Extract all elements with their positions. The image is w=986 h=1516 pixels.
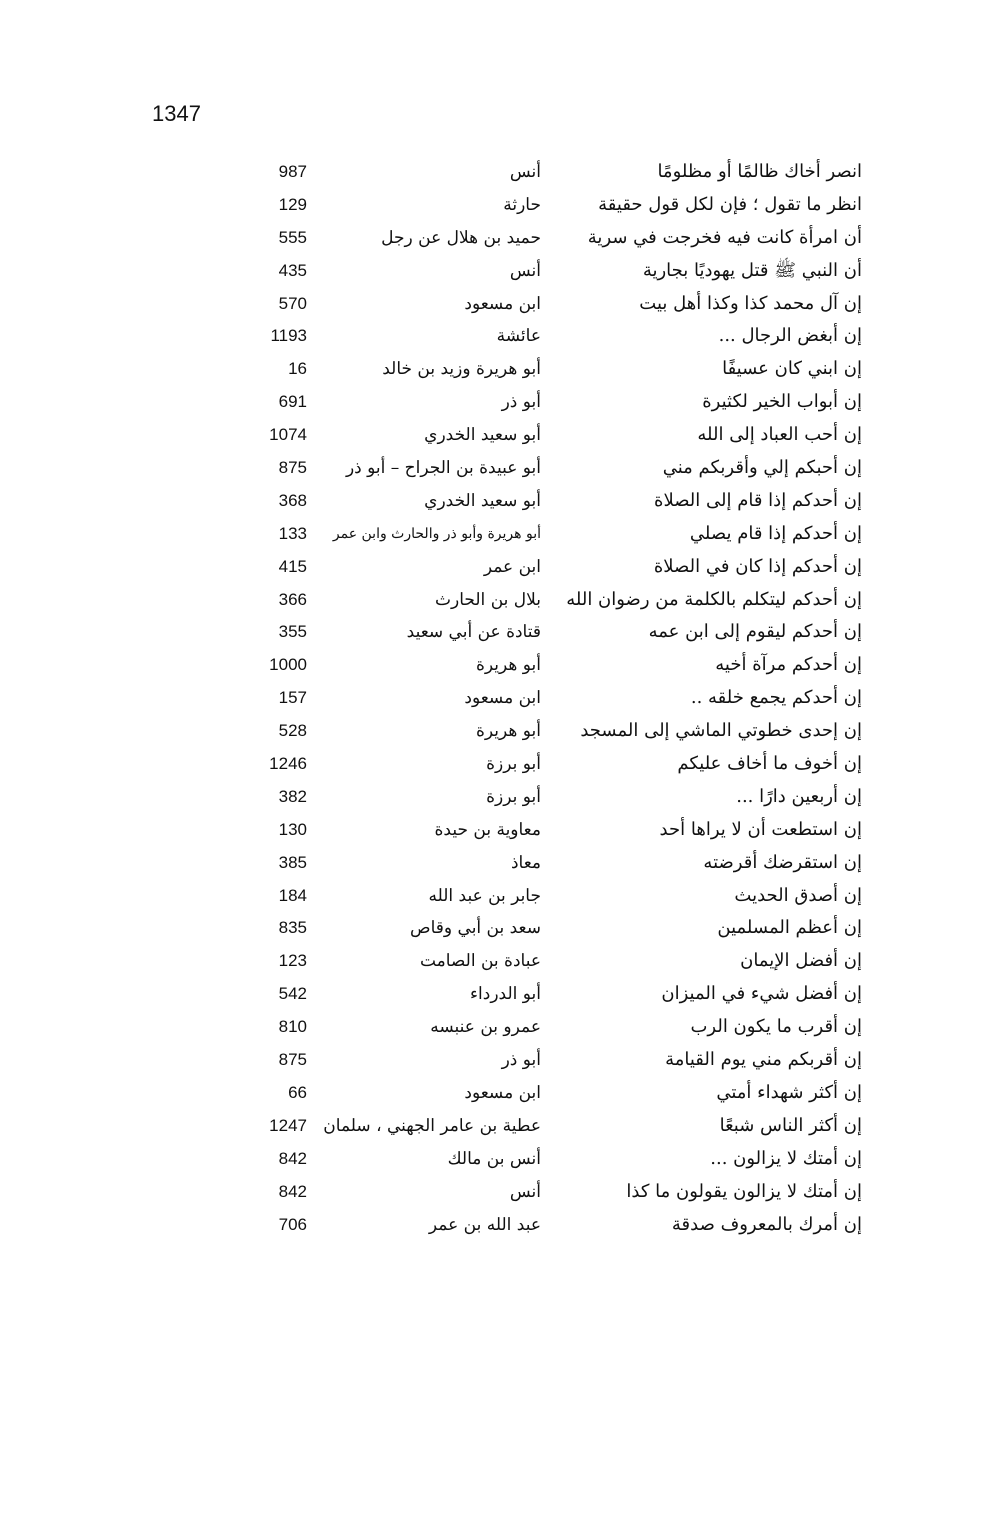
hadith-text: أن امرأة كانت فيه فخرجت في سرية [587,226,862,248]
index-row [250,1044,862,1077]
narrator-name: بلال بن الحارث [435,589,541,610]
hadith-text: إن أحدكم مرآة أخيه [715,654,862,676]
narrator-name: قتادة عن أبي سعيد [406,622,541,643]
reference-number: 385 [278,852,307,872]
narrator-name: عائشة [496,326,541,347]
narrator-name: سعد بن أبي وقاص [410,918,541,939]
hadith-text: إن أعظم المسلمين [717,917,862,939]
index-row [250,386,862,419]
hadith-text: إن أبغض الرجال ... [718,325,862,347]
narrator-name: ابن مسعود [464,293,541,314]
hadith-text: إن أفضل الإيمان [740,950,862,972]
index-row [250,1176,862,1209]
index-row [250,156,862,189]
hadith-text: إن أحدكم يجمع خلقه .. [690,687,862,709]
reference-number: 528 [278,721,307,741]
narrator-name: عبادة بن الصامت [419,951,541,972]
index-row [250,715,862,748]
narrator-name: أبو ذر [501,1050,541,1071]
index-row [250,649,862,682]
hadith-text: إن استطعت أن لا يراها أحد [659,818,862,840]
hadith-text: إن أصدق الحديث [734,884,862,906]
narrator-name: حارثة [503,194,541,215]
index-row [250,255,862,288]
narrator-name: جابر بن عبد الله [428,885,541,906]
narrator-name: عطية بن عامر الجهني ، سلمان [323,1115,541,1136]
reference-number: 1246 [269,754,307,774]
narrator-name: معاذ [510,852,541,873]
hadith-text: إن أمرك بالمعروف صدقة [671,1213,862,1235]
hadith-text: إن أبواب الخير لكثيرة [702,391,862,413]
reference-number: 368 [278,490,307,510]
index-row [250,485,862,518]
reference-number: 1247 [269,1115,307,1135]
narrator-name: ابن عمر [483,556,541,577]
reference-number: 157 [278,688,307,708]
narrator-name: أبو برزة [486,754,541,775]
narrator-name: أنس بن مالك [447,1148,541,1169]
index-row [250,978,862,1011]
reference-number: 129 [278,194,307,214]
narrator-name: ابن مسعود [464,1082,541,1103]
narrator-name: معاوية بن حيدة [434,819,541,840]
narrator-name: أبو سعيد الخدري [424,490,541,511]
index-row [250,748,862,781]
index-row [250,1209,862,1242]
reference-number: 987 [278,162,307,181]
reference-number: 415 [278,556,307,576]
index-row [250,1143,862,1176]
hadith-text: إن استقرضك أقرضته [703,851,862,873]
reference-number: 16 [288,359,307,379]
hadith-text: إن أحدكم ليقوم إلى ابن عمه [648,621,862,643]
narrator-name: أبو عبيدة بن الجراح – أبو ذر [345,458,541,479]
index-row [250,518,862,551]
narrator-name: أبو برزة [486,786,541,807]
reference-number: 875 [278,458,307,478]
reference-number: 133 [278,523,307,543]
index-row [250,847,862,880]
reference-number: 184 [278,885,307,905]
index-row [250,912,862,945]
hadith-index-table [250,156,862,1241]
hadith-text: انظر ما تقول ؛ فإن لكل قول حقيقة [598,193,862,215]
hadith-text: إن ابني كان عسيفًا [722,358,862,380]
reference-number: 435 [278,260,307,280]
index-row [250,880,862,913]
hadith-text: إن أحدكم ليتكلم بالكلمة من رضوان الله [566,588,862,610]
narrator-name: أبو هريرة [475,721,541,742]
index-row [250,288,862,321]
index-row [250,781,862,814]
reference-number: 1000 [269,655,307,675]
reference-number: 382 [278,786,307,806]
index-row [250,222,862,255]
hadith-text: إن إحدى خطوتي الماشي إلى المسجد [580,720,862,742]
narrator-name: أبو هريرة [475,655,541,676]
hadith-text: إن أكثر شهداء أمتي [716,1081,862,1103]
narrator-name: أبو ذر [501,392,541,413]
hadith-text: انصر أخاك ظالمًا أو مظلومًا [657,161,862,182]
reference-number: 691 [278,392,307,412]
reference-number: 355 [278,622,307,642]
index-row [250,945,862,978]
narrator-name: أبو سعيد الخدري [424,425,541,446]
index-row [250,814,862,847]
narrator-name: أنس [509,260,541,281]
index-row [250,189,862,222]
hadith-text: إن أمتك لا يزالون ... [710,1147,862,1169]
reference-number: 842 [278,1181,307,1201]
index-row [250,419,862,452]
index-row [250,320,862,353]
reference-number: 875 [278,1050,307,1070]
narrator-name: أبو الدرداء [470,984,541,1005]
narrator-name: أبو هريرة وزيد بن خالد [382,359,541,380]
reference-number: 842 [278,1148,307,1168]
hadith-text: إن أكثر الناس شبعًا [719,1114,862,1136]
narrator-name: عمرو بن عنبسه [430,1017,541,1038]
reference-number: 123 [278,951,307,971]
reference-number: 1074 [269,425,307,445]
hadith-text: إن أخوف ما أخاف عليكم [677,753,862,775]
reference-number: 555 [278,227,307,247]
narrator-name: أنس [509,162,541,182]
narrator-name: عبد الله بن عمر [428,1214,541,1235]
index-row [250,1077,862,1110]
index-row [250,452,862,485]
narrator-name: حميد بن هلال عن رجل [381,227,541,248]
reference-number: 130 [278,819,307,839]
hadith-text: إن أمتك لا يزالون يقولون ما كذا [626,1180,862,1202]
hadith-text: إن أقرب ما يكون الرب [690,1016,862,1038]
reference-number: 706 [278,1214,307,1234]
hadith-text: إن أقربكم مني يوم القيامة [665,1049,862,1071]
hadith-text: إن أحدكم إذا قام إلى الصلاة [654,489,862,511]
narrator-name: أبو هريرة وأبو ذر والحارث وابن عمر [332,525,541,542]
index-row [250,616,862,649]
page-number: 1347 [152,101,201,126]
index-row [250,1011,862,1044]
hadith-text: إن أحدكم إذا قام يصلي [689,522,862,544]
narrator-name: أنس [509,1181,541,1202]
reference-number: 366 [278,589,307,609]
narrator-name: ابن مسعود [464,688,541,709]
hadith-text: إن أحب العباد إلى الله [697,424,862,446]
index-row [250,551,862,584]
index-row [250,353,862,386]
reference-number: 1193 [270,326,307,346]
index-row [250,1110,862,1143]
reference-number: 66 [288,1082,307,1102]
index-row [250,682,862,715]
hadith-text: إن آل محمد كذا وكذا أهل بيت [639,292,862,314]
reference-number: 810 [278,1017,307,1037]
reference-number: 542 [278,984,307,1004]
hadith-text: إن أربعين دارًا ... [736,785,862,807]
index-row [250,584,862,617]
hadith-text: أن النبي ﷺ قتل يهوديًا بجارية [642,259,862,281]
hadith-text: إن أحبكم إلي وأقربكم مني [662,457,862,479]
hadith-text: إن أحدكم إذا كان في الصلاة [653,555,862,577]
reference-number: 835 [278,918,307,938]
hadith-text: إن أفضل شيء في الميزان [661,983,862,1005]
reference-number: 570 [278,293,307,313]
